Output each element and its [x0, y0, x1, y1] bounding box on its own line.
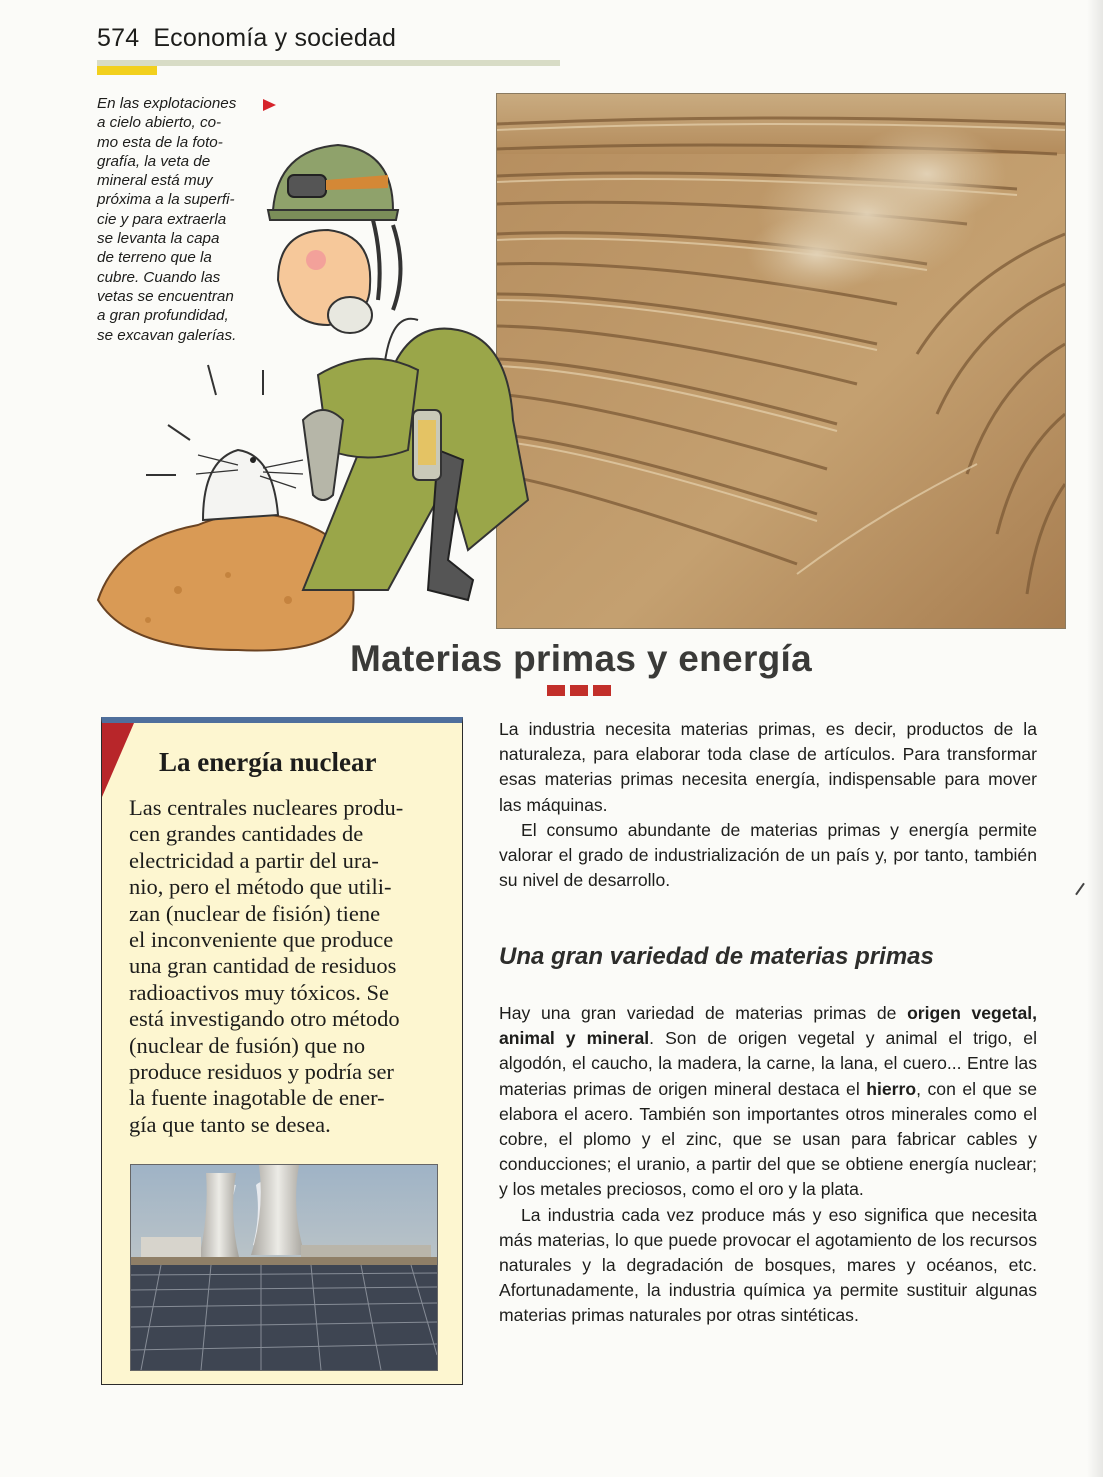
text-run: . Son de origen vegetal y animal el trigo, el algodón, el caucho, la madera, la carne, la lana, el cuero... Entre las materias primas de origen mineral destaca el [499, 1028, 1037, 1099]
caption-line: vetas se encuentran [97, 287, 234, 305]
section-heading: Una gran variedad de materias primas [499, 943, 934, 970]
sidebar-line: gía que tanto se desea. [129, 1111, 331, 1137]
intro-text [499, 717, 1037, 893]
running-header [97, 24, 396, 53]
bold-term: origen vegetal, animal y mineral [499, 1003, 1038, 1049]
sidebar-line: produce residuos y podría ser [129, 1059, 394, 1085]
section-title: Economía y sociedad [153, 24, 397, 52]
sidebar-text [129, 795, 439, 1138]
bold-term: hierro [866, 1078, 917, 1099]
sidebar-line: radioactivos muy tóxicos. Se [129, 979, 389, 1005]
caption-line: cie y para extraerla [97, 210, 227, 228]
caption-line: a gran profundidad, [97, 307, 229, 325]
sidebar-box [101, 717, 463, 1385]
sidebar-line: el inconveniente que produce [129, 927, 394, 953]
caption-line: En las explotaciones [97, 95, 237, 112]
page-title: Materias primas y energía [350, 638, 812, 679]
text-run: Hay una gran variedad de materias primas de [499, 1003, 908, 1023]
intro-paragraph-1: La industria necesita materias primas, es decir, productos de la naturaleza, para elaborar toda clase de artículos. Para transformar esas materias primas necesita energía, indispensable para mover las máquinas. [499, 719, 1037, 815]
sidebar-line: electricidad a partir del ura- [129, 847, 379, 873]
section-paragraph-2: La industria cada vez produce más y eso significa que necesita más materias, lo que puede provocar el agotamiento de los recursos naturales y la degradación de bosques, mares y océanos, etc. Afortunadamente, la industria química ya permite sustituir algunas materias primas naturales por otras sintéticas. [499, 1204, 1037, 1326]
caption-line: a cielo abierto, co- [97, 114, 222, 132]
caption-line: mo esta de la foto- [97, 133, 223, 151]
sidebar-line: nio, pero el método que utili- [129, 874, 392, 900]
sidebar-line: está investigando otro método [129, 1006, 400, 1032]
margin-mark [1075, 883, 1085, 896]
header-rule [97, 60, 560, 66]
sidebar-line: zan (nuclear de fisión) tiene [129, 900, 381, 926]
header-accent-bar [97, 66, 157, 75]
caption-line: se excavan galerías. [97, 326, 237, 344]
caption-line: mineral está muy [97, 172, 213, 190]
caption-line: se levanta la capa [97, 230, 220, 248]
sidebar-line: (nuclear de fusión) que no [129, 1032, 366, 1058]
sidebar-line: Las centrales nucleares produ- [129, 795, 404, 820]
caption-line: de terreno que la [97, 249, 212, 267]
page-number: 574 [97, 24, 140, 52]
caption-line: grafía, la veta de [97, 152, 211, 170]
section-text [499, 1001, 1037, 1329]
sidebar-line: cen grandes cantidades de [129, 821, 364, 847]
sidebar-title: La energía nuclear [159, 747, 377, 777]
sidebar-line: la fuente inagotable de ener- [129, 1085, 385, 1111]
caption-line: cubre. Cuando las [97, 268, 221, 286]
open-pit-mine-photo [496, 93, 1066, 629]
caption-line: próxima a la superfi- [97, 191, 235, 209]
caption-pointer-icon [263, 99, 276, 111]
intro-paragraph-2: El consumo abundante de materias primas y energía permite valorar el grado de industrialización de un país y, por tanto, también su nivel de desarrollo. [499, 819, 1037, 891]
corner-triangle-icon [102, 723, 134, 797]
miner-and-mole-illustration [88, 120, 548, 660]
page-edge-shadow [1087, 0, 1103, 1477]
nuclear-plant-photo [130, 1164, 438, 1371]
sidebar-line: una gran cantidad de residuos [129, 953, 397, 979]
title-ornament [547, 685, 611, 696]
text-run: , con el que se elabora el acero. También son importantes otros minerales como el cobre, el plomo y el zinc, que se usan para fabricar cables y conducciones; el uranio, a partir del que se obtiene energía nuclear; y los metales preciosos, como el oro y la plata. [499, 1078, 1037, 1200]
section-paragraph-1 [499, 1001, 1037, 1203]
